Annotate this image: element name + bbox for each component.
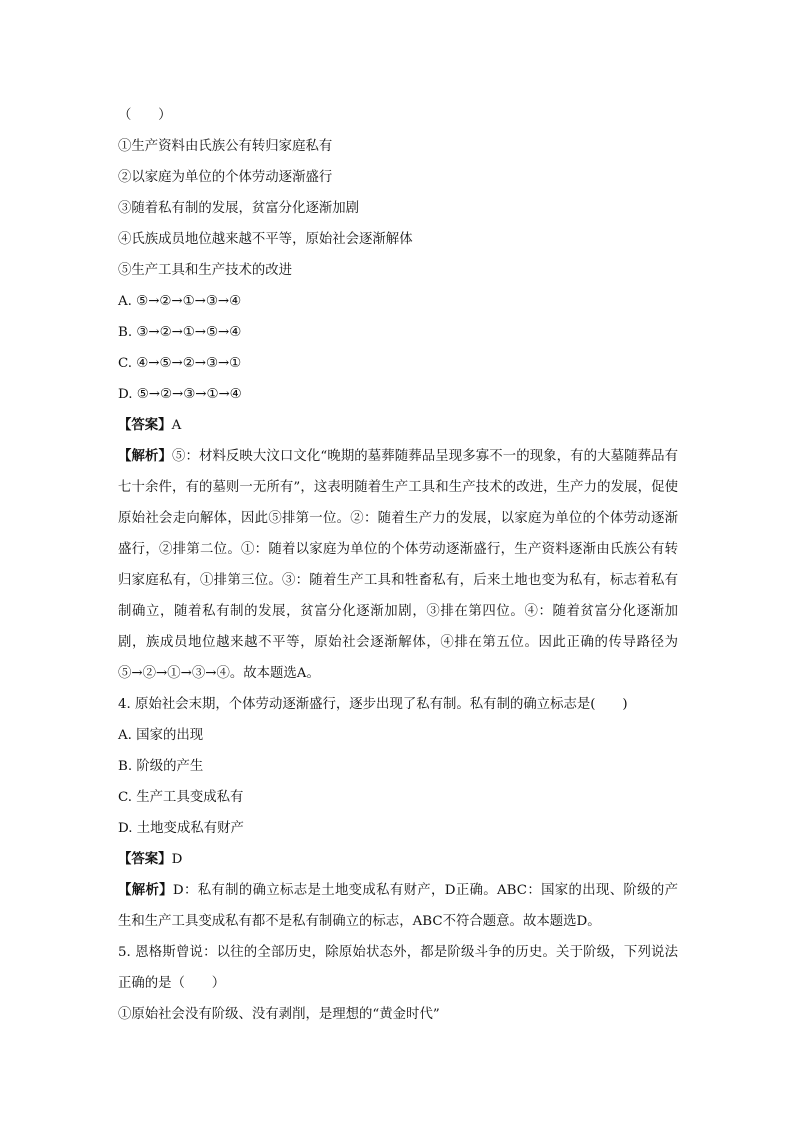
answer-label: 【答案】: [118, 417, 172, 433]
question-3-answer: [118, 410, 678, 441]
answer-value: A: [171, 418, 182, 433]
question-4-analysis: [118, 875, 678, 937]
answer-label: 【答案】: [118, 851, 172, 867]
question-4-answer: [118, 844, 678, 875]
analysis-label: 【解析】: [118, 448, 172, 464]
analysis-text: ⑤：材料反映大汶口文化“晚期的墓葬随葬品呈现多寡不一的现象，有的大墓随葬品有七十余件，有的墓则一无所有”，这表明随着生产工具和生产技术的改进，生产力的发展，促使原始社会走向解体，因此⑤排第一位。②：随着生产力的发展，以家庭为单位的个体劳动逐渐盛行，②排第二位。①：随着以家庭为单位的个体劳动逐渐盛行，生产资料逐渐由氏族公有转归家庭私有，①排第三位。③：随着生产工具和牲畜私有，后来土地也变为私有，标志着私有制确立，随着私有制的发展，贫富分化逐渐加剧，③排在第四位。④：随着贫富分化逐渐加剧，族成员地位越来越不平等，原始社会逐渐解体，④排在第五位。因此正确的传导路径为⑤→②→①→③→④。故本题选A。: [118, 449, 679, 681]
question-4-option-a: A. 国家的出现: [118, 728, 204, 743]
question-4-stem: 4. 原始社会末期，个体劳动逐渐盛行，逐步出现了私有制。私有制的确立标志是( ): [118, 697, 628, 712]
question-3-stem-tail: （ ）: [118, 108, 172, 123]
question-3-item: ②以家庭为单位的个体劳动逐渐盛行: [118, 170, 333, 185]
question-3-item: ⑤生产工具和生产技术的改进: [118, 263, 293, 278]
analysis-text: D：私有制的确立标志是土地变成私有财产，D正确。ABC：国家的出现、阶级的产生和生产工具变成私有都不是私有制确立的标志，ABC不符合题意。故本题选D。: [118, 883, 678, 929]
question-3-option-d: D. ⑤→②→③→①→④: [118, 387, 242, 402]
question-3-item: ①生产资料由氏族公有转归家庭私有: [118, 139, 333, 154]
question-4-option-b: B. 阶级的产生: [118, 759, 204, 774]
question-3-item: ③随着私有制的发展，贫富分化逐渐加剧: [118, 201, 360, 216]
analysis-label: 【解析】: [118, 882, 173, 898]
question-3-option-a: A. ⑤→②→①→③→④: [118, 294, 242, 309]
question-3-option-b: B. ③→②→①→⑤→④: [118, 325, 242, 340]
question-5-item: ①原始社会没有阶级、没有剥削，是理想的“黄金时代”: [118, 1007, 440, 1022]
question-3-option-c: C. ④→⑤→②→③→①: [118, 356, 242, 371]
answer-value: D: [171, 852, 183, 867]
question-3-item: ④氏族成员地位越来越不平等，原始社会逐渐解体: [118, 232, 413, 247]
question-4-option-c: C. 生产工具变成私有: [118, 790, 244, 805]
question-5-stem: 5. 恩格斯曾说：以往的全部历史，除原始状态外，都是阶级斗争的历史。关于阶级，下列说法正确的是（ ）: [118, 945, 678, 991]
document-page: [118, 100, 678, 1030]
question-4-option-d: D. 土地变成私有财产: [118, 821, 244, 836]
question-3-analysis: [118, 441, 678, 689]
